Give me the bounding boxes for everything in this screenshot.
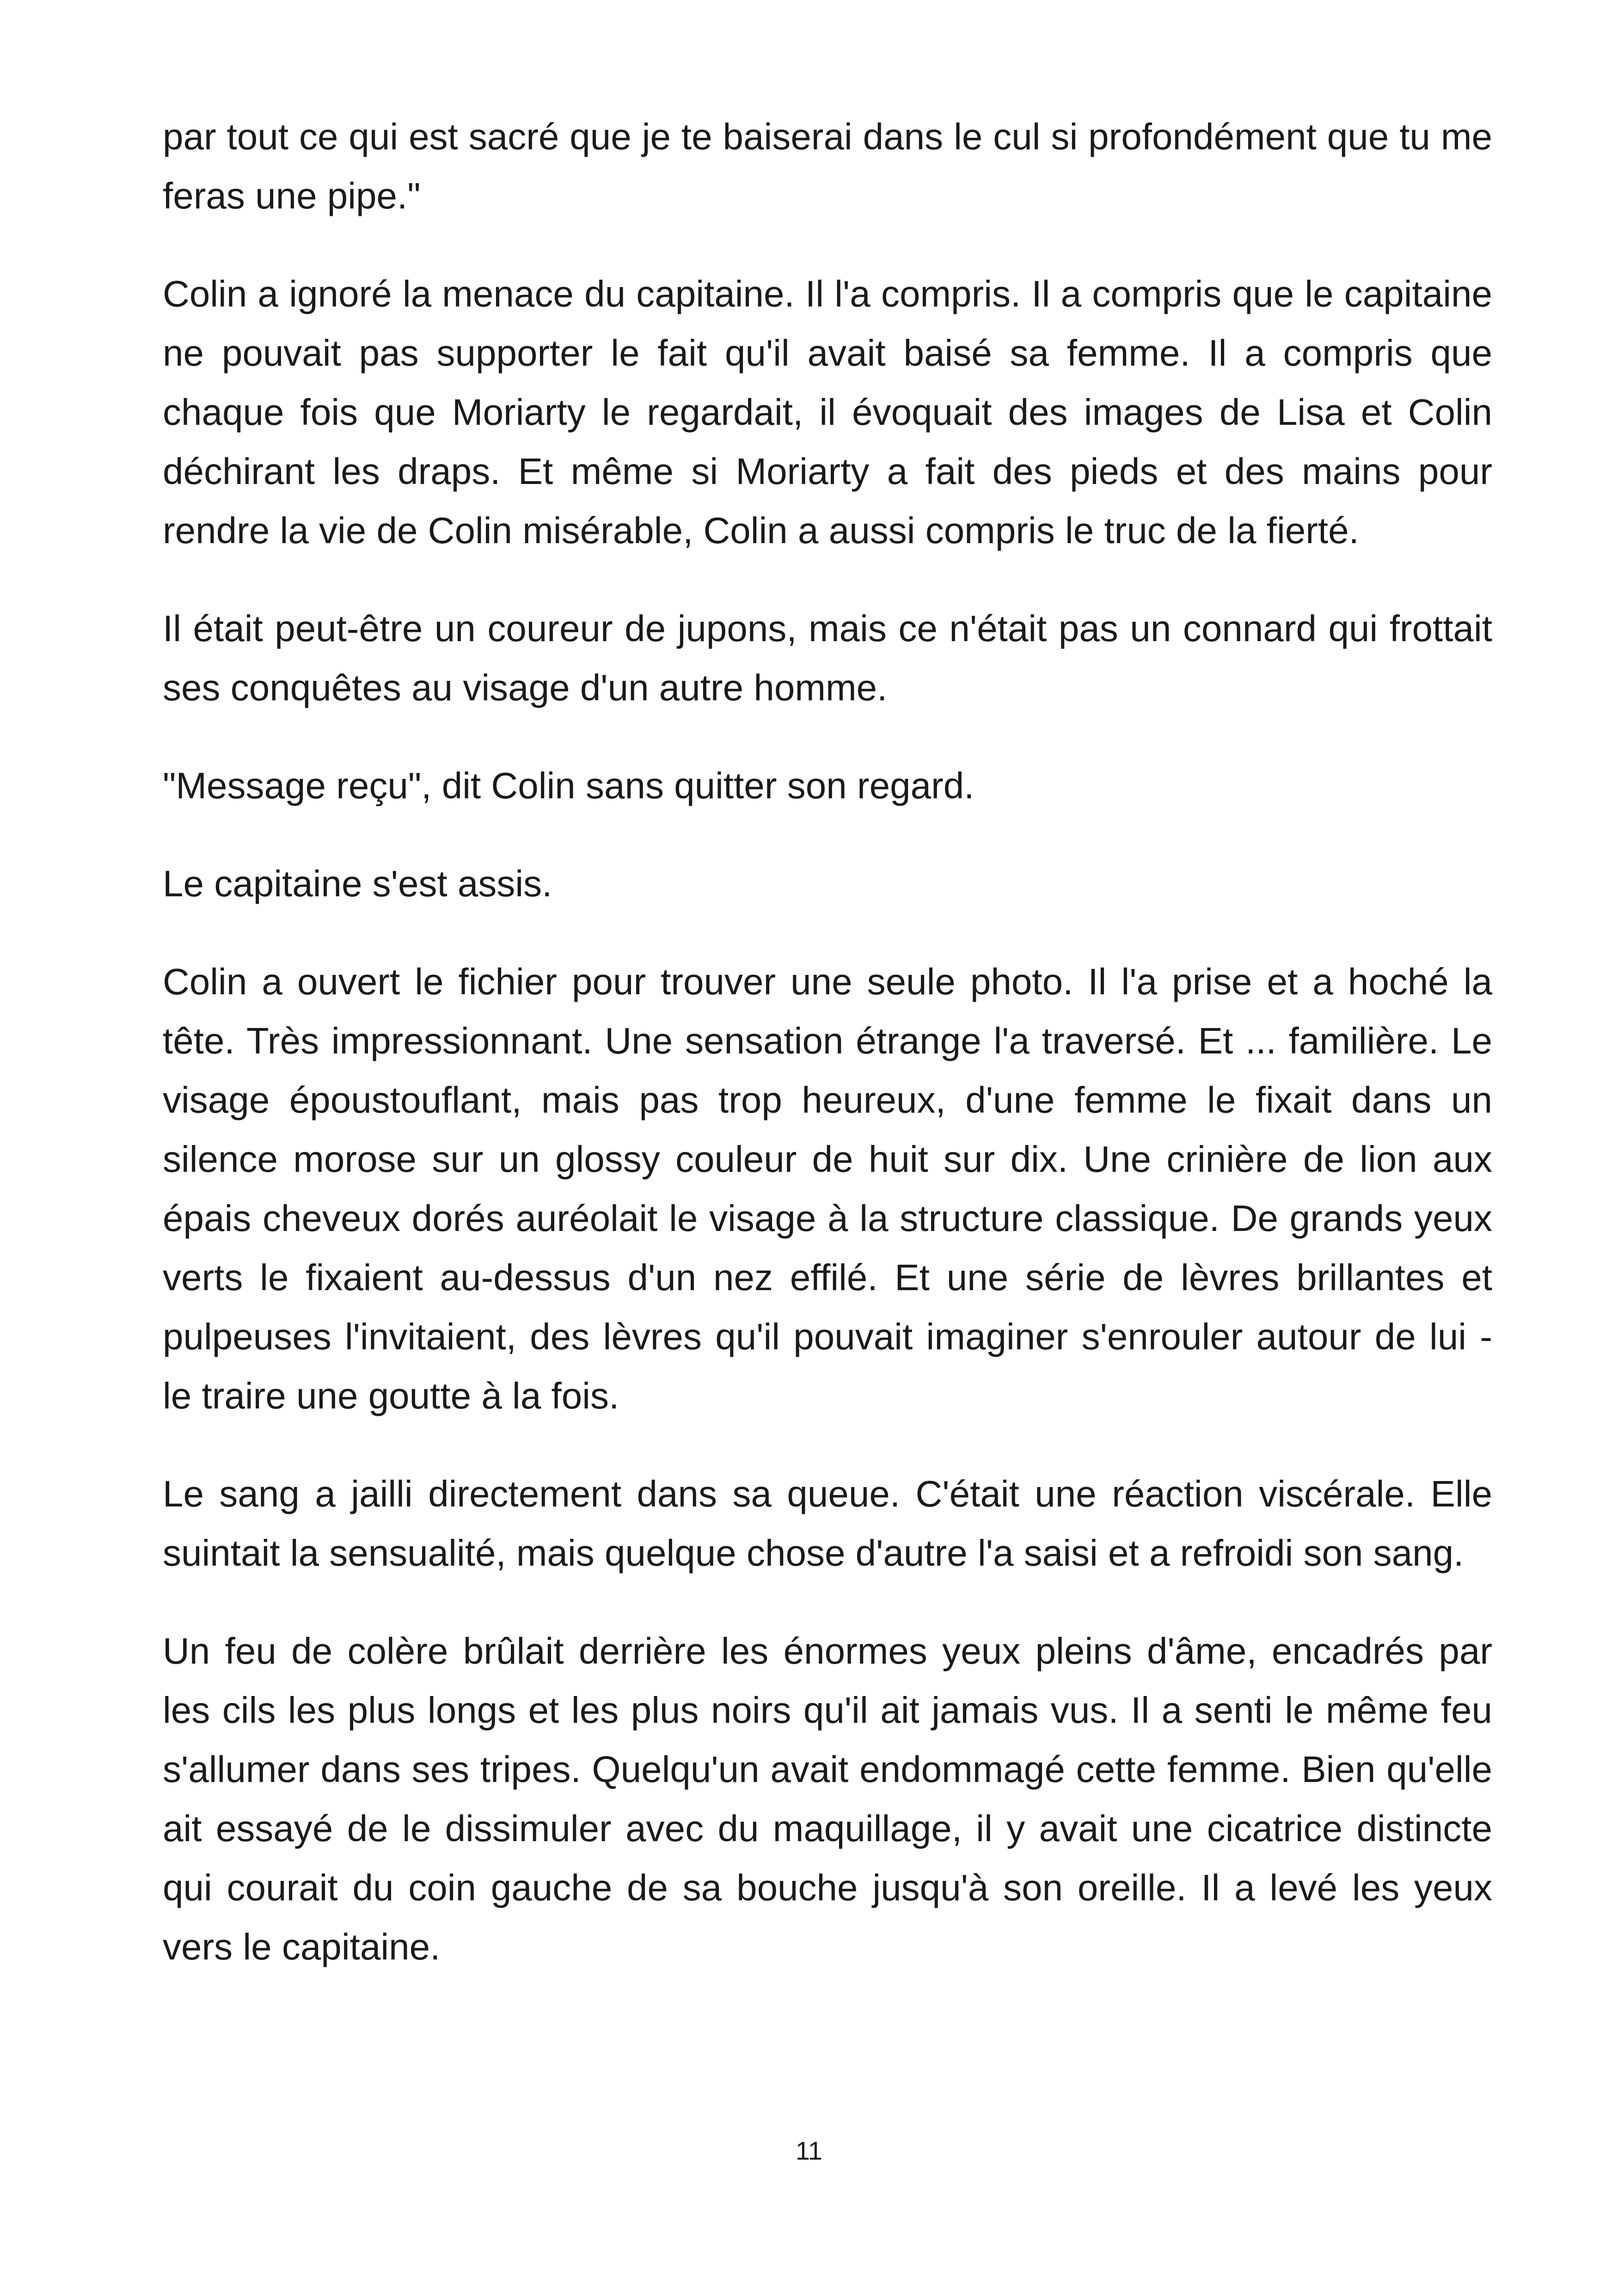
paragraph-1: par tout ce qui est sacré que je te baiserai dans le cul si profondément que tu me feras une pipe." bbox=[163, 116, 1492, 216]
paragraph-6: Colin a ouvert le fichier pour trouver une seule photo. Il l'a prise et a hoché la tête. Très impressionnant. Une sensation étrange l'a traversé. Et ... familière. Le visage époustouflant, mais pas trop heureux, d'une femme le fixait dans un silence morose sur un glossy couleur de huit sur dix. Une crinière de lion aux épais cheveux dorés auréolait le visage à la structure classique. De grands yeux verts le fixaient au-dessus d'un nez effilé. Et une série de lèvres brillantes et pulpeuses l'invitaient, des lèvres qu'il pouvait imaginer s'enrouler autour de lui - le traire une goutte à la fois. bbox=[163, 961, 1492, 1416]
paragraph-4: "Message reçu", dit Colin sans quitter son regard. bbox=[163, 765, 974, 806]
page-number: 11 bbox=[795, 2136, 823, 2165]
paragraph-2: Colin a ignoré la menace du capitaine. Il l'a compris. Il a compris que le capitaine ne pouvait pas supporter le fait qu'il avait baisé sa femme. Il a compris que chaque fois que Moriarty le regardait, il évoquait des images de Lisa et Colin déchirant les draps. Et même si Moriarty a fait des pieds et des mains pour rendre la vie de Colin misérable, Colin a aussi compris le truc de la fierté. bbox=[163, 273, 1492, 551]
paragraph-5: Le capitaine s'est assis. bbox=[163, 863, 552, 904]
paragraph-3: Il était peut-être un coureur de jupons, mais ce n'était pas un connard qui frottait ses conquêtes au visage d'un autre homme. bbox=[163, 608, 1492, 708]
paragraph-8: Un feu de colère brûlait derrière les énormes yeux pleins d'âme, encadrés par les cils les plus longs et les plus noirs qu'il ait jamais vus. Il a senti le même feu s'allumer dans ses tripes. Quelqu'un avait endommagé cette femme. Bien qu'elle ait essayé de le dissimuler avec du maquillage, il y avait une cicatrice distincte qui courait du coin gauche de sa bouche jusqu'à son oreille. Il a levé les yeux vers le capitaine. bbox=[163, 1630, 1492, 1967]
body-text bbox=[163, 107, 1492, 2015]
paragraph-7: Le sang a jailli directement dans sa queue. C'était une réaction viscérale. Elle suintait la sensualité, mais quelque chose d'autre l'a saisi et a refroidi son sang. bbox=[163, 1473, 1492, 1574]
